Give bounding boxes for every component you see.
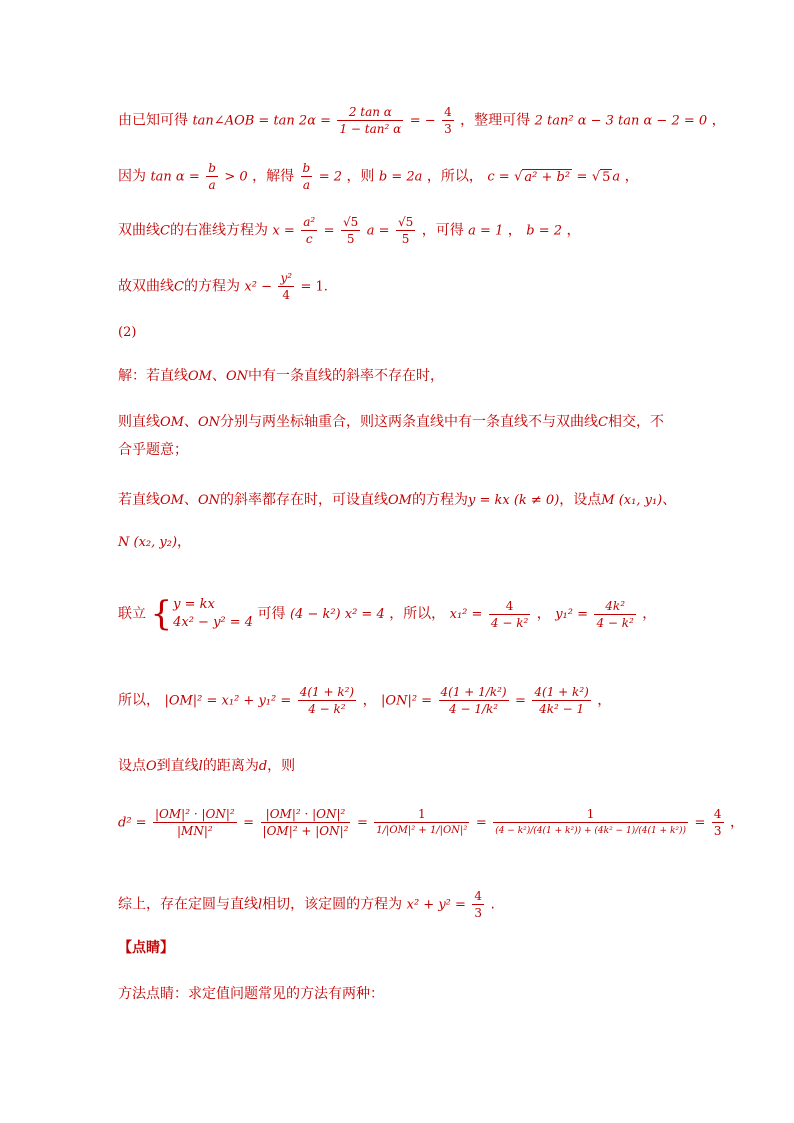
math: y₁² =: [555, 607, 588, 622]
numerator: |OM|² · |ON|²: [261, 806, 351, 823]
solution-line-1: [118, 366, 684, 387]
math: OM: [160, 493, 184, 508]
text: 解：若直线: [118, 368, 188, 384]
math: =: [243, 815, 255, 831]
numerator: √5: [343, 215, 359, 229]
fraction: [472, 888, 484, 921]
fraction: [278, 270, 294, 303]
fraction: [261, 806, 351, 839]
denominator: c: [305, 232, 313, 246]
fraction: [301, 214, 317, 247]
text: ，: [642, 606, 657, 622]
fraction: [341, 214, 360, 247]
text: 到直线: [156, 758, 199, 774]
d-squared-line: [118, 806, 744, 839]
math: > 0: [224, 169, 248, 185]
math: =: [475, 815, 487, 831]
denominator: 4k² − 1: [539, 702, 585, 716]
math: a = 1: [468, 223, 504, 239]
text: ，设点: [559, 492, 602, 508]
text: ，所以，: [426, 168, 483, 185]
text: ，可得: [421, 222, 464, 239]
math: tan α =: [150, 169, 200, 185]
text: ，: [362, 692, 377, 709]
equation-line-3: [118, 214, 684, 247]
method-line: [118, 984, 684, 1004]
text: 、: [183, 492, 198, 508]
text: 的斜率都存在时，可设直线: [220, 492, 389, 508]
numerator: 4: [489, 598, 530, 615]
math: OM: [188, 369, 212, 384]
numerator: a²: [303, 215, 316, 229]
math: |OM|² = x₁² + y₁² =: [164, 693, 292, 709]
text: 可得: [257, 606, 286, 622]
math: x =: [272, 223, 295, 239]
math: O: [146, 759, 157, 774]
denominator: |OM|² + |ON|²: [262, 824, 349, 838]
section-heading: [118, 938, 684, 958]
math: C: [598, 415, 608, 430]
numerator: √5: [397, 215, 414, 229]
math: a: [612, 169, 621, 185]
math: 2 tan² α − 3 tan α − 2 = 0: [534, 113, 708, 129]
math: =: [356, 815, 368, 831]
denominator: 4 − k²: [596, 615, 634, 630]
text: 、: [183, 414, 198, 430]
math: l: [198, 759, 203, 774]
math: N (x₂, y₂): [118, 535, 178, 550]
math: ON: [197, 415, 221, 430]
fraction: [712, 806, 724, 839]
text: 综上，存在定圆与直线: [118, 896, 258, 913]
system-eq-1: y = kx: [173, 597, 215, 612]
text: ，: [711, 112, 726, 129]
numerator: 2 tan α: [337, 104, 403, 121]
math: d: [258, 759, 268, 774]
brace: {: [150, 594, 173, 634]
numerator: 4(1 + k²): [534, 685, 589, 699]
heading-text: 【点睛】: [118, 940, 174, 956]
math: x² −: [244, 279, 272, 295]
math: |ON|² =: [381, 693, 433, 709]
math: M (x₁, y₁): [601, 493, 663, 508]
solution-line-6: [118, 756, 684, 777]
math: = 1.: [300, 279, 328, 295]
text: 设点: [118, 758, 146, 774]
text: 则直线: [118, 414, 160, 430]
math: a =: [366, 223, 390, 239]
solution-line-3: [118, 440, 684, 460]
math: C: [174, 279, 184, 295]
denominator: 4: [282, 288, 291, 302]
radicand: 5: [602, 169, 611, 185]
text: 方法点睛：求定值问题常见的方法有两种：: [118, 986, 384, 1002]
numerator: 4: [474, 889, 482, 903]
text: 因为: [118, 168, 146, 185]
text: 所以，: [118, 692, 160, 709]
text: ，: [597, 692, 612, 709]
equation-line-2: [118, 160, 684, 193]
equation-system: [173, 596, 253, 632]
text: 双曲线: [118, 222, 160, 239]
math: ON: [225, 369, 249, 384]
math: =: [694, 815, 706, 831]
text: .: [490, 896, 495, 913]
math: x₁² =: [449, 607, 483, 622]
numerator: 4(1 + 1/k²): [440, 685, 507, 699]
equation-line-1: [118, 104, 726, 137]
text: ，则: [267, 758, 296, 774]
text: 的方程为: [411, 492, 468, 508]
fraction: [442, 104, 454, 137]
sqrt-sign: √: [514, 169, 523, 185]
math: OM: [388, 493, 412, 508]
math: = 2: [318, 169, 342, 185]
math: =: [323, 223, 335, 239]
text: ，: [177, 534, 192, 550]
distance-line: [118, 684, 684, 717]
numerator: |OM|² · |ON|²: [155, 807, 235, 821]
numerator: 4(1 + k²): [299, 685, 355, 699]
text: 若直线: [118, 492, 160, 508]
denominator: 3: [474, 906, 482, 920]
text: 、: [662, 492, 677, 508]
radicand: a² + b²: [524, 169, 571, 185]
text: ，: [536, 606, 551, 622]
denominator: 4 − 1/k²: [449, 702, 499, 716]
text: 相切，该定圆的方程为: [262, 896, 403, 913]
denominator: 4 − k²: [308, 702, 346, 716]
denominator: 3: [444, 122, 452, 136]
math: =: [576, 169, 588, 185]
math: y = kx (k ≠ 0): [467, 493, 560, 508]
part-label: [118, 322, 684, 343]
text: 的右准线方程为: [169, 222, 268, 239]
conclusion-line: [118, 888, 684, 921]
denominator: a: [302, 178, 310, 192]
text: ，: [507, 222, 522, 239]
fraction: [374, 806, 469, 839]
text: ，则: [346, 168, 375, 185]
denominator: 1 − tan² α: [339, 122, 402, 136]
math: = −: [409, 113, 436, 129]
text: ，整理可得: [460, 112, 531, 129]
math: C: [160, 223, 170, 239]
fraction: [301, 160, 313, 193]
fraction: [153, 806, 237, 839]
text: 的方程为: [183, 278, 240, 295]
fraction: [337, 104, 403, 137]
denominator: a: [208, 178, 216, 192]
math: (4 − k²) x² = 4: [289, 607, 385, 622]
math: c =: [487, 169, 510, 185]
math: b = 2: [526, 223, 562, 239]
text: 中有一条直线的斜率不存在时，: [248, 368, 445, 384]
text: ，: [624, 168, 639, 185]
math: x² + y² =: [406, 897, 466, 913]
math: l: [258, 897, 263, 913]
numerator: 4: [713, 807, 722, 821]
text: 的距离为: [202, 758, 259, 774]
denominator: (4 − k²)/(4(1 + k²)) + (4k² − 1)/(4(1 + k²)): [495, 826, 687, 836]
text: 由已知可得: [118, 112, 188, 129]
math: b = 2a: [378, 169, 423, 185]
fraction: [594, 598, 635, 631]
system-eq-2: 4x² − y² = 4: [173, 615, 254, 630]
denominator: |MN|²: [177, 824, 213, 838]
math: d² =: [118, 815, 147, 831]
fraction: [489, 598, 530, 631]
solution-line-4: [118, 490, 684, 511]
fraction: [532, 684, 590, 717]
math: tan∠AOB = tan 2α =: [192, 113, 332, 129]
text: 、: [211, 368, 226, 384]
text: 合乎题意；: [118, 442, 188, 458]
denominator: 5: [401, 232, 410, 246]
solution-line-2: [118, 412, 684, 433]
numerator: 4: [444, 105, 452, 119]
text: (2): [118, 325, 137, 340]
numerator: 4k²: [594, 598, 635, 615]
text: 相交，不: [607, 414, 664, 430]
text: ，所以，: [389, 606, 446, 622]
denominator: 5: [346, 232, 355, 246]
text: ，解得: [252, 168, 295, 185]
numerator: y²: [280, 271, 293, 285]
solution-line-5: [118, 532, 684, 553]
numerator: 1: [493, 806, 688, 823]
denominator: 3: [713, 824, 722, 838]
denominator: 4 − k²: [490, 615, 529, 630]
text: ，: [566, 222, 581, 239]
numerator: 1: [374, 806, 469, 823]
denominator: 1/|OM|² + 1/|ON|²: [376, 825, 468, 836]
numerator: b: [208, 161, 216, 175]
text: 分别与两坐标轴重合，则这两条直线中有一条直线不与双曲线: [220, 414, 599, 430]
text: ，: [729, 814, 744, 831]
text: 故双曲线: [118, 278, 174, 295]
fraction: [439, 684, 509, 717]
numerator: b: [302, 161, 311, 175]
fraction: [493, 806, 688, 839]
math: =: [515, 693, 526, 709]
fraction: [206, 160, 218, 193]
fraction: [298, 684, 356, 717]
math: ON: [197, 493, 221, 508]
fraction: [396, 214, 415, 247]
sqrt-sign: √: [591, 169, 601, 185]
system-line: [118, 596, 684, 632]
equation-line-4: [118, 270, 684, 303]
text: 联立: [118, 606, 146, 622]
math: OM: [160, 415, 184, 430]
